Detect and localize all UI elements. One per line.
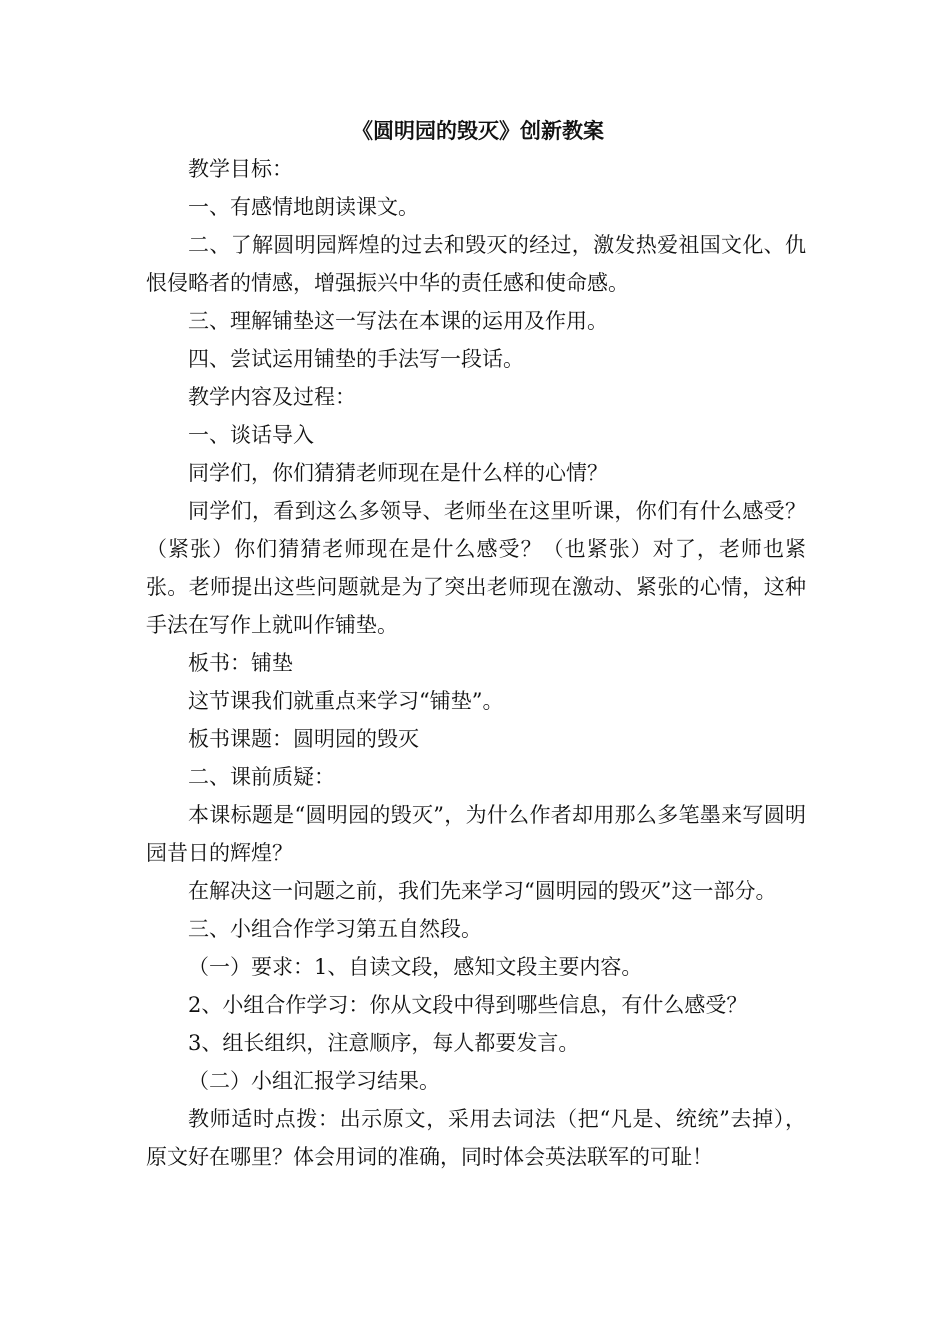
paragraph-content-process-heading: 教学内容及过程： <box>188 385 356 409</box>
paragraph-teaching-goals-heading: 教学目标： <box>188 157 293 181</box>
paragraph-intro-explanation: 同学们，看到这么多领导、老师坐在这里听课，你们有什么感受？（紧张）你们猜猜老师现在是什么感受？（也紧张）对了，老师也紧张。老师提出这些问题就是为了突出老师现在激动、紧张的心情，这种手法在写作上就叫作铺垫。 <box>146 499 806 637</box>
paragraph-section-1-heading: 一、谈话导入 <box>188 423 314 447</box>
paragraph-section-2-heading: 二、课前质疑： <box>188 765 335 789</box>
document-title: 《圆明园的毁灭》创新教案 <box>352 118 604 143</box>
document-body <box>146 112 806 1176</box>
paragraph-intro-question: 同学们，你们猜猜老师现在是什么样的心情？ <box>188 461 608 485</box>
paragraph-requirement-3: 3、组长组织，注意顺序，每人都要发言。 <box>188 1031 580 1055</box>
paragraph-goal-4: 四、尝试运用铺垫的手法写一段话。 <box>188 347 524 371</box>
paragraph-goal-2: 二、了解圆明园辉煌的过去和毁灭的经过，激发热爱祖国文化、仇恨侵略者的情感，增强振兴中华的责任感和使命感。 <box>146 233 806 295</box>
paragraph-lesson-focus: 这节课我们就重点来学习“铺垫”。 <box>188 689 504 713</box>
paragraph-goal-1: 一、有感情地朗读课文。 <box>188 195 419 219</box>
paragraph-group-report: （二）小组汇报学习结果。 <box>188 1069 440 1093</box>
paragraph-board-note-1: 板书：铺垫 <box>188 651 293 675</box>
paragraph-requirement-2: 2、小组合作学习：你从文段中得到哪些信息，有什么感受？ <box>188 993 748 1017</box>
paragraph-section-3-heading: 三、小组合作学习第五自然段。 <box>188 917 482 941</box>
paragraph-board-note-title: 板书课题：圆明园的毁灭 <box>188 727 419 751</box>
paragraph-transition: 在解决这一问题之前，我们先来学习“圆明园的毁灭”这一部分。 <box>188 879 777 903</box>
paragraph-requirement-1: （一）要求：1、自读文段，感知文段主要内容。 <box>188 955 643 979</box>
paragraph-teacher-guidance: 教师适时点拨：出示原文，采用去词法（把“凡是、统统”去掉），原文好在哪里？体会用词的准确，同时体会英法联军的可耻！ <box>146 1107 806 1169</box>
paragraph-goal-3: 三、理解铺垫这一写法在本课的运用及作用。 <box>188 309 608 333</box>
paragraph-question: 本课标题是“圆明园的毁灭”，为什么作者却用那么多笔墨来写圆明园昔日的辉煌？ <box>146 803 806 865</box>
